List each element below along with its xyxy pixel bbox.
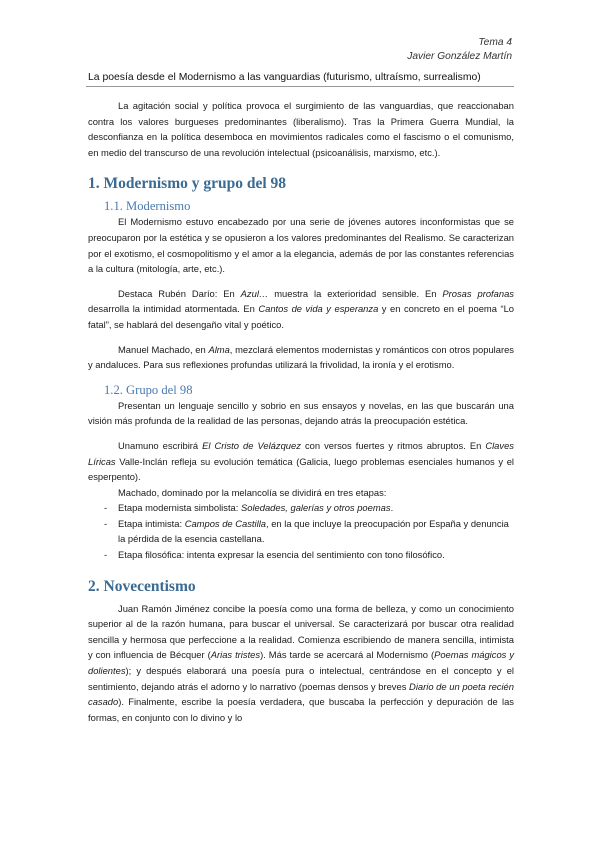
juan-ramon-paragraph: Juan Ramón Jiménez concibe la poesía como una forma de belleza, y como un conocimiento superior al de la razón humana, para buscar el universal. Se caracterizará por buscar otra realidad sencilla y hermosa que perfeccione a la realidad. Comienza escribiendo de manera sencilla, intimista y con influencia de Bécquer (Arias tristes). Más tarde se acercará al Modernismo (Poemas mágicos y dolientes); y después elaborará una poesía pura o intelectual, centrándose en el concepto y el sentimiento, dejando atrás el adorno y lo narrativo (poemas densos y breves Diario de un poeta recién casado). Finalmente, escribe la poesía verdadera, que buscaba la perfección y depuración de las formas, en conjunto con lo divino y lo xyxy=(88,602,515,723)
manuel-machado-paragraph: Manuel Machado, en Alma, mezclará elementos modernistas y románticos con otros populares y andaluces. Para sus reflexiones profundas utilizará la frivolidad, la ironía y el erotismo. xyxy=(88,343,514,371)
work-title: Diario de un poeta recién casado xyxy=(88,680,514,708)
antonio-machado-paragraph: Machado, dominado por la melancolía se dividirá en tres etapas: xyxy=(118,486,387,498)
header-divider xyxy=(86,86,514,87)
work-title: Alma xyxy=(208,343,230,355)
work-title: Claves Líricas xyxy=(88,439,514,467)
work-title: Poemas mágicos y dolientes xyxy=(88,649,515,677)
document-body xyxy=(88,98,514,734)
subsection-1-1-heading: 1.1. Modernismo xyxy=(104,199,191,214)
topic-label: Tema 4 xyxy=(478,37,512,48)
work-title: Prosas profanas xyxy=(442,287,514,299)
list-item: - Etapa modernista simbolista: Soledades, galerías y otros poemas. xyxy=(104,502,394,514)
unamuno-paragraph: Unamuno escribirá El Cristo de Velázquez con versos fuertes y ritmos abruptos. En Claves Líricas Valle-Inclán refleja su evolución temática (Galicia, luego problemas esenciales humanos y el esperpento). xyxy=(88,439,514,483)
grupo-98-paragraph: Presentan un lenguaje sencillo y sobrio en sus ensayos y novelas, en las que buscarán una visión más profunda de la realidad de las personas, dejando atrás la preocupación estética. xyxy=(88,399,514,427)
list-item: - Etapa filosófica: intenta expresar la esencia del sentimiento con tono filosófico. xyxy=(104,549,445,561)
section-2-heading: 2. Novecentismo xyxy=(88,577,196,595)
page-header xyxy=(407,36,512,64)
intro-paragraph: La agitación social y política provoca el surgimiento de las vanguardias, que reaccionaban contra los valores burgueses predominantes (liberalismo). Tras la Primera Guerra Mundial, la desconfianza en la política desemboca en movimientos radicales como el fascismo o el comunismo, en medio del transcurso de una revolución intelectual (psicoanálisis, marxismo, etc.). xyxy=(88,100,514,158)
document-title: La poesía desde el Modernismo a las vanguardias (futurismo, ultraísmo, surrealismo) xyxy=(88,72,481,83)
work-title: El Cristo de Velázquez xyxy=(202,439,301,451)
ruben-dario-paragraph: Destaca Rubén Darío: En Azul… muestra la exterioridad sensible. En Prosas profanas desarrolla la intimidad atormentada. En Cantos de vida y esperanza y en concreto en el poema “Lo fatal”, se hablará del desengaño vital y poético. xyxy=(88,287,515,330)
work-title: Cantos de vida y esperanza xyxy=(258,303,379,315)
author-name: Javier González Martín xyxy=(407,51,512,62)
modernismo-paragraph: El Modernismo estuvo encabezado por una serie de jóvenes autores inconformistas que se preocuparon por la estética y se opusieron a los valores predominantes del Realismo. Se caracterizan por el exotismo, el cosmopolitismo y el amor a la elegancia, además de por las constantes referencias a la cultura (mitología, arte, etc.). xyxy=(88,216,514,275)
list-item: - Etapa intimista: Campos de Castilla, en la que incluye la preocupación por España y denuncia la pérdida de la esencia castellana. xyxy=(104,517,509,545)
work-title: Arias tristes xyxy=(210,649,261,661)
work-title: Azul… xyxy=(240,287,269,299)
section-1-heading: 1. Modernismo y grupo del 98 xyxy=(88,175,287,193)
subsection-1-2-heading: 1.2. Grupo del 98 xyxy=(104,382,193,397)
machado-stages-list xyxy=(88,500,514,562)
